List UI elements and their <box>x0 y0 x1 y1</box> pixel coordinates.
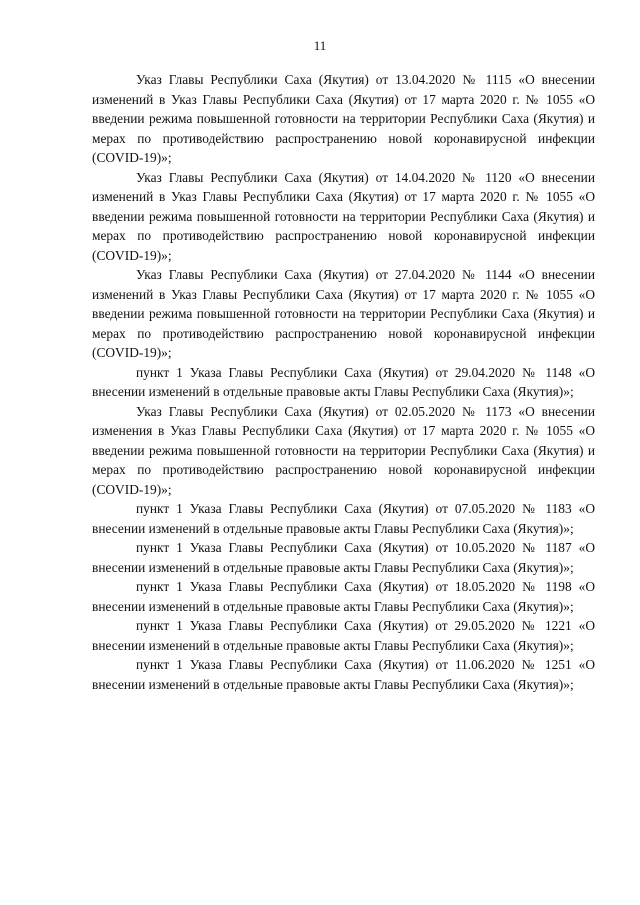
page-number: 11 <box>313 38 327 53</box>
paragraph-decree-1198: пункт 1 Указа Главы Республики Саха (Якутия) от 18.05.2020 № 1198 «О внесении изменений в отдельные правовые акты Главы Республики Саха (Якутия)»; <box>92 579 595 614</box>
paragraph-decree-1251: пункт 1 Указа Главы Республики Саха (Якутия) от 11.06.2020 № 1251 «О внесении изменений в отдельные правовые акты Главы Республики Саха (Якутия)»; <box>92 657 595 692</box>
document-body <box>92 70 595 694</box>
paragraph-decree-1148: пункт 1 Указа Главы Республики Саха (Якутия) от 29.04.2020 № 1148 «О внесении изменений в отдельные правовые акты Главы Республики Саха (Якутия)»; <box>92 364 595 399</box>
paragraph-decree-1115: Указ Главы Республики Саха (Якутия) от 13.04.2020 № 1115 «О внесении изменений в Указ Главы Республики Саха (Якутия) от 17 марта 2020 г. № 1055 «О введении режима повышенной готовности на территории Республики Саха (Якутия) и мерах по противодействию распространению новой коронавирусной инфекции (COVID-19)»; <box>92 72 595 165</box>
paragraph-decree-1221: пункт 1 Указа Главы Республики Саха (Якутия) от 29.05.2020 № 1221 «О внесении изменений в отдельные правовые акты Главы Республики Саха (Якутия)»; <box>92 618 595 653</box>
paragraph-decree-1187: пункт 1 Указа Главы Республики Саха (Якутия) от 10.05.2020 № 1187 «О внесении изменений в отдельные правовые акты Главы Республики Саха (Якутия)»; <box>92 540 595 575</box>
paragraph-decree-1120: Указ Главы Республики Саха (Якутия) от 14.04.2020 № 1120 «О внесении изменений в Указ Главы Республики Саха (Якутия) от 17 марта 2020 г. № 1055 «О введении режима повышенной готовности на территории Республики Саха (Якутия) и мерах по противодействию распространению новой коронавирусной инфекции (COVID-19)»; <box>92 169 595 263</box>
paragraph-decree-1144: Указ Главы Республики Саха (Якутия) от 27.04.2020 № 1144 «О внесении изменений в Указ Главы Республики Саха (Якутия) от 17 марта 2020 г. № 1055 «О введении режима повышенной готовности на территории Республики Саха (Якутия) и мерах по противодействию распространению новой коронавирусной инфекции (COVID-19)»; <box>92 267 595 360</box>
paragraph-decree-1183: пункт 1 Указа Главы Республики Саха (Якутия) от 07.05.2020 № 1183 «О внесении изменений в отдельные правовые акты Главы Республики Саха (Якутия)»; <box>92 501 595 536</box>
paragraph-decree-1173: Указ Главы Республики Саха (Якутия) от 02.05.2020 № 1173 «О внесении изменения в Указ Главы Республики Саха (Якутия) от 17 марта 2020 г. № 1055 «О введении режима повышенной готовности на территории Республики Саха (Якутия) и мерах по противодействию распространению новой коронавирусной инфекции (COVID-19)»; <box>92 403 595 497</box>
